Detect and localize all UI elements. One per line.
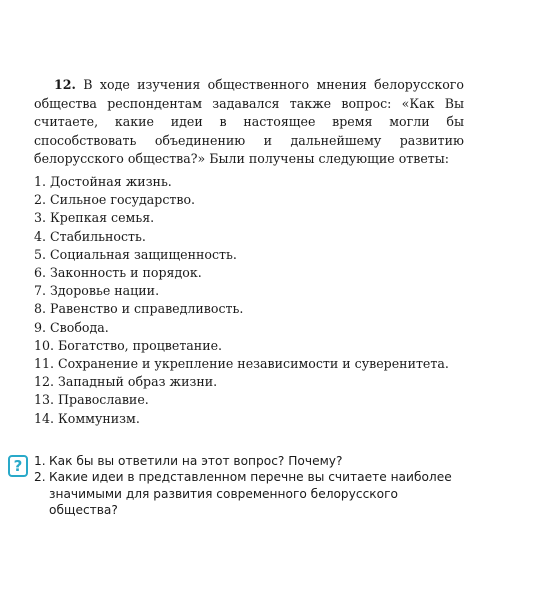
answer-text: Коммунизм. — [58, 410, 140, 426]
answer-number: 1. — [34, 174, 47, 189]
task-text: В ходе изучения общественного мнения белорусского общества респондентам задавался также вопрос: «Как Вы считаете, какие идеи в настоящее время могли бы способствовать объединению и дальнейшему развитию белорусского общества?» Были получены следующие ответы: — [34, 77, 464, 167]
list-item — [34, 191, 464, 209]
answers-list — [34, 173, 464, 428]
answer-number: 9. — [34, 319, 47, 335]
list-item — [34, 469, 470, 518]
answer-text: Православие. — [58, 392, 149, 408]
list-item — [34, 300, 464, 318]
answer-number: 13. — [34, 392, 55, 408]
answer-number: 10. — [34, 337, 55, 353]
question-icon — [8, 455, 28, 477]
answer-number: 2. — [34, 192, 47, 208]
answers-block — [34, 173, 464, 428]
answer-text: Богатство, процветание. — [58, 337, 223, 353]
question-text: Какие идеи в представленном перечне вы считаете наиболее значимыми для развития современного белорусского общества? — [49, 470, 452, 518]
answer-number: 11. — [34, 356, 55, 372]
question-number: 1. — [34, 454, 46, 468]
answer-number: 14. — [34, 410, 55, 426]
list-item — [34, 264, 464, 282]
question-text: Как бы вы ответили на этот вопрос? Почему? — [49, 454, 343, 468]
question-number: 2. — [34, 470, 46, 485]
answer-text: Сильное государство. — [50, 192, 196, 208]
list-item — [34, 319, 464, 337]
answer-text: Стабильность. — [50, 228, 146, 244]
task-12 — [34, 76, 464, 169]
answer-text: Крепкая семья. — [50, 210, 155, 226]
answer-text: Достойная жизнь. — [50, 174, 172, 189]
list-item — [34, 228, 464, 246]
answer-number: 8. — [34, 301, 47, 317]
list-item — [34, 337, 464, 355]
list-item — [34, 282, 464, 300]
questions-list — [34, 453, 470, 519]
answer-number: 6. — [34, 265, 47, 281]
answer-text: Свобода. — [50, 319, 109, 335]
list-item — [34, 391, 464, 409]
answer-text: Сохранение и укрепление независимости и суверенитета. — [58, 356, 449, 372]
task-paragraph — [34, 76, 464, 169]
list-item — [34, 173, 464, 191]
answer-text: Западный образ жизни. — [58, 374, 218, 390]
list-item — [34, 209, 464, 227]
list-item — [34, 373, 464, 391]
list-item — [34, 410, 464, 428]
answer-text: Законность и порядок. — [50, 265, 202, 281]
task-number: 12. — [54, 77, 76, 92]
question-icon-glyph: ? — [13, 457, 23, 475]
list-item — [34, 355, 464, 373]
answer-number: 3. — [34, 210, 47, 226]
answer-number: 4. — [34, 228, 47, 244]
answer-number: 5. — [34, 246, 47, 262]
list-item — [34, 453, 470, 469]
answer-text: Социальная защищенность. — [50, 246, 237, 262]
answer-text: Здоровье нации. — [50, 283, 160, 299]
answer-number: 7. — [34, 283, 47, 299]
list-item — [34, 246, 464, 264]
answer-number: 12. — [34, 374, 55, 390]
answer-text: Равенство и справедливость. — [50, 301, 244, 317]
